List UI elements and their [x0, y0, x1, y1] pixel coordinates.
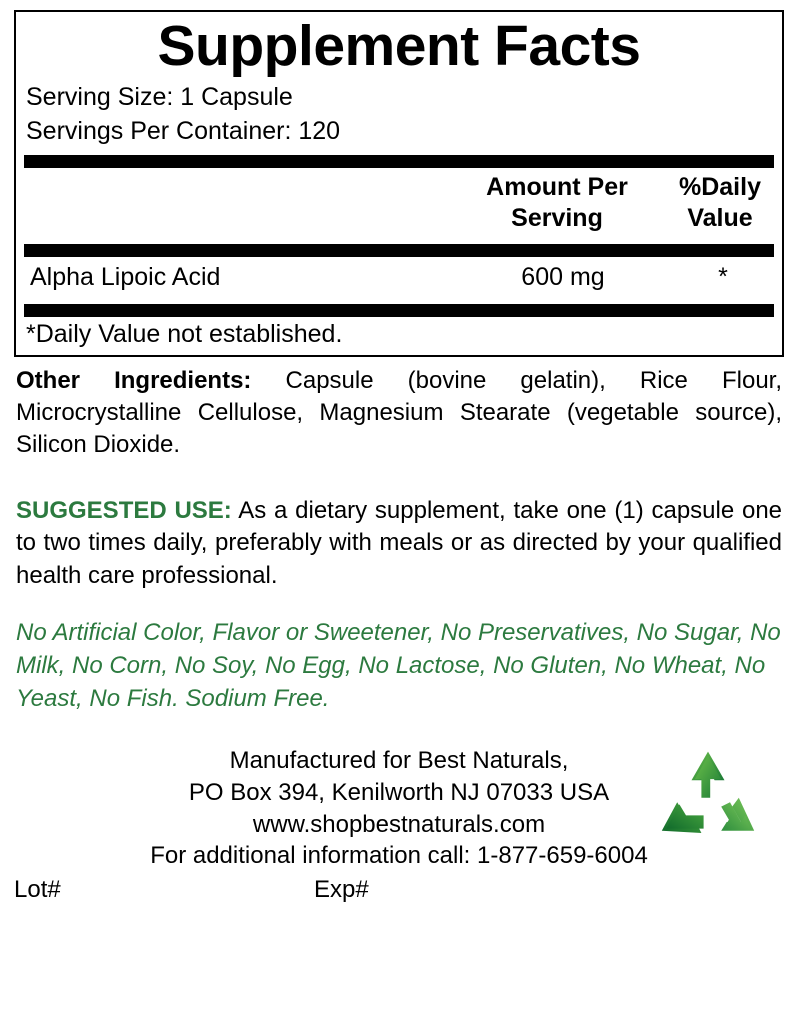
nutrient-name: Alpha Lipoic Acid: [30, 263, 221, 291]
other-ingredients: [16, 365, 782, 461]
free-from-claims: No Artificial Color, Flavor or Sweetener, No Preservatives, No Sugar, No Milk, No Corn, No Soy, No Egg, No Lactose, No Gluten, No Wheat, No Yeast, No Fish. Sodium Free.: [16, 618, 781, 713]
other-ingredients-text: Capsule (bovine gelatin), Rice Flour, Microcrystalline Cellulose, Magnesium Stearate (vegetable source), Silicon Dioxide.: [16, 367, 782, 458]
divider-thick-top: [24, 155, 774, 168]
nutrient-daily-value: *: [718, 263, 728, 291]
suggested-use-label: SUGGESTED USE:: [16, 496, 232, 524]
table-row: [24, 257, 774, 298]
suggested-use: [16, 495, 782, 592]
page-title: Supplement Facts: [157, 14, 641, 78]
column-header-daily-value: %Daily Value: [679, 172, 761, 232]
serving-size: Serving Size: 1 Capsule: [26, 83, 293, 111]
supplement-facts-panel: [14, 10, 784, 357]
recycle-icon: [648, 745, 768, 855]
divider-thick-mid: [24, 244, 774, 257]
website: www.shopbestnaturals.com: [252, 810, 546, 838]
lot-label: Lot#: [14, 875, 61, 903]
daily-value-footnote: *Daily Value not established.: [26, 320, 343, 348]
servings-per-container: Servings Per Container: 120: [26, 116, 341, 145]
column-header-amount-per-serving: Amount Per Serving: [486, 172, 628, 232]
table-header-row: [24, 168, 774, 239]
phone-line: For additional information call: 1-877-659-6004: [150, 842, 648, 870]
exp-label: Exp#: [314, 875, 369, 903]
address: PO Box 394, Kenilworth NJ 07033 USA: [188, 778, 610, 806]
manufactured-for: Manufactured for Best Naturals,: [229, 747, 569, 775]
footer: [14, 745, 784, 905]
divider-thick-bottom: [24, 304, 774, 317]
nutrient-amount: 600 mg: [521, 263, 605, 291]
suggested-use-text: As a dietary supplement, take one (1) capsule one to two times daily, preferably with meals or as directed by your qualified health care professional.: [16, 496, 783, 589]
other-ingredients-label: Other Ingredients:: [16, 367, 252, 394]
lot-exp-row: [14, 874, 784, 906]
